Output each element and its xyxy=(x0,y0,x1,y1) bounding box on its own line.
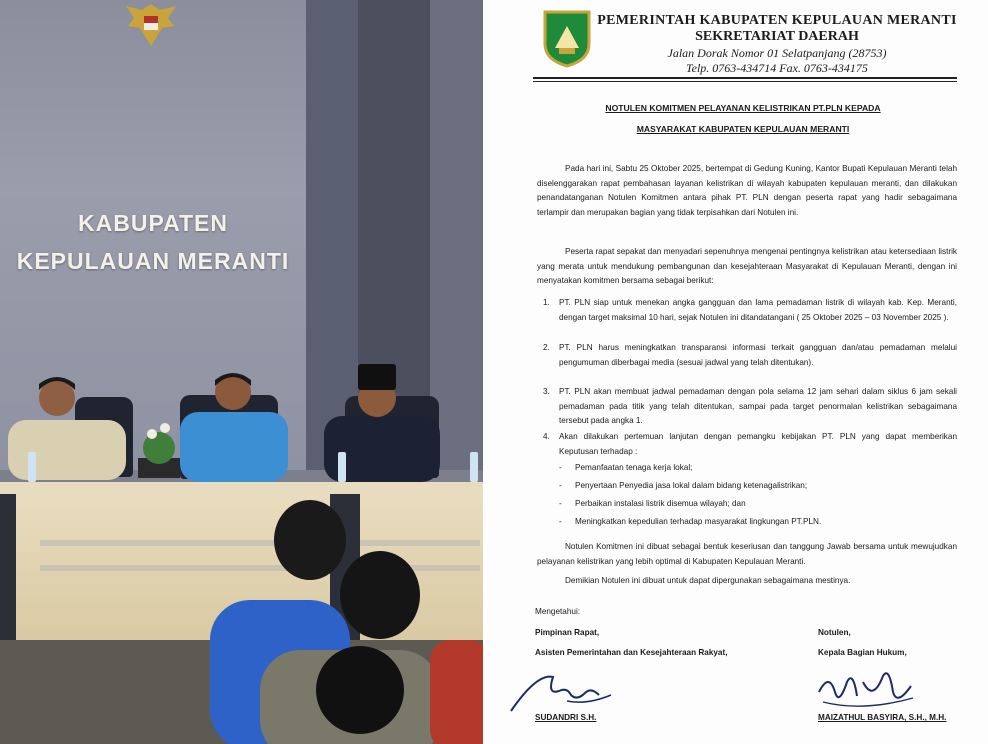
seated-official-center xyxy=(178,368,290,483)
water-bottle xyxy=(28,452,36,482)
header-secretariat: SEKRETARIAT DAERAH xyxy=(695,29,859,44)
official-document: PEMERINTAH KABUPATEN KEPULAUAN MERANTI SEKRETARIAT DAERAH Jalan Dorak Nomor 01 Selatpanjang (28753) Telp. 0763-434714 Fax. 0763-434175 NOTULEN KOMITMEN PELAYANAN KELISTRIKAN PT.PLN KEPADA MASYARAKAT KABUPATEN KEPULAUAN MERANTI Pada hari ini, Sabtu 25 Oktober 2025, bertempat di Gedung Kuning, Kantor Bupati Kepulauan Meranti telah diselenggarakan rapat pembahasan layanan kelistrikan di wilayah kabupaten kepulauan meranti, dan dilakukan penandatanganan Notulen Komitmen antara pihak PT. PLN dengan peserta rapat yang hadir sebagaimana terlampir dan merupakan bagian yang tidak terpisahkan dari Notulen ini. Peserta rapat sepakat dan menyadari sepenuhnya mengenai pentingnya kelistrikan atau ketersediaan listrik yang merata untuk mendukung pembangunan dan kesejahteraan Masyarakat di Kepulauan Meranti, dengan ini menyatakan komitmen bersama sebagai berikut: 1. PT. PLN siap untuk menekan angka gangguan dan lama pemadaman listrik di wilayah kab. Kep. Meranti, dengan target maksimal 10 hari, sejak Notulen ini ditandatangani ( 25 Oktober 2025 – 03 November 2025 ). 2. PT. PLN harus meningkatkan transparansi informasi terkait gangguan dan/atau pemadaman melalui pengumuman diberbagai media (sesuai jadwal yang telah ditentukan). 3. PT. PLN akan membuat jadwal pemadaman dengan pola selama 12 jam sehari dalam siklus 6 jam sekali pemadaman pada titik yang telah ditentukan, sampai pada target penormalan kelistrikan sebagaimana tersebut pada angka 1. 4. Akan dilakukan pertemuan lanjutan dengan pemangku kebijakan PT. PLN yang dapat memberikan Keputusan terhadap : - Pemanfaatan tenaga kerja lokal; - Penyertaan Penyedia jasa lokal dalam bidang ketenagalistrikan; - Perbaikan instalasi listrik disemua wilayah; dan - Meningkatkan kepedulian terhadap masyarakat lingkungan PT.PLN. Notulen Komitmen ini dibuat sebagai bentuk keseriusan dan tanggung Jawab bersama untuk mewujudkan pelayanan kelistrikan yang lebih optimal di Kabupaten Kepulauan Meranti. Demikian Notulen ini dibuat untuk dapat dipergunakan sebagaimana mestinya. Mengetahui: Pimpinan Rapat, Asisten Pemerintahan dan Kesejahteraan Rakyat, SUDANDRI S.H. Notulen, Kepala Bagian Hukum, MAIZATHUL BASYIRA, S.H., M.H. xyxy=(483,0,988,744)
header-divider xyxy=(533,77,957,79)
header-phone: Telp. 0763-434714 Fax. 0763-434175 xyxy=(686,61,868,75)
wall-sign-line1: KABUPATEN xyxy=(78,210,228,236)
water-bottle xyxy=(338,452,346,482)
left-signer-role: Pimpinan Rapat, xyxy=(535,628,600,637)
acknowledged-label: Mengetahui: xyxy=(535,607,581,616)
meeting-photo xyxy=(0,0,483,744)
right-signer-role: Notulen, xyxy=(818,628,851,637)
right-signature-icon xyxy=(813,662,923,714)
right-signer-position: Kepala Bagian Hukum, xyxy=(818,648,907,657)
paragraph-commitment: Notulen Komitmen ini dibuat sebagai bentuk keseriusan dan tanggung Jawab bersama untuk mewujudkan pelayanan kelistrikan yang lebih optimal di Kabupaten Kepulauan Meranti. xyxy=(537,542,957,566)
regency-crest-icon xyxy=(541,8,593,68)
document-title-line2: MASYARAKAT KABUPATEN KEPULAUAN MERANTI xyxy=(636,124,850,134)
wall-sign-line2: KEPULAUAN MERANTI xyxy=(16,248,290,274)
water-bottle xyxy=(470,452,478,482)
garuda-emblem-icon xyxy=(122,0,180,50)
flower-pot xyxy=(134,410,184,480)
header-government: PEMERINTAH KABUPATEN KEPULAUAN MERANTI xyxy=(597,13,957,28)
paragraph-closing: Demikian Notulen ini dibuat untuk dapat dipergunakan sebagaimana mestinya. xyxy=(565,576,851,585)
right-signer-name: MAIZATHUL BASYIRA, S.H., M.H. xyxy=(818,713,947,722)
left-signature-icon xyxy=(507,665,617,715)
left-signer-position: Asisten Pemerintahan dan Kesejahteraan Rakyat, xyxy=(535,648,728,657)
left-signer-name: SUDANDRI S.H. xyxy=(535,713,597,722)
audience-members xyxy=(200,500,483,744)
document-title-line1: NOTULEN KOMITMEN PELAYANAN KELISTRIKAN PT.PLN KEPADA xyxy=(605,103,881,113)
seated-official-left xyxy=(0,368,130,488)
paragraph-opening: Pada hari ini, Sabtu 25 Oktober 2025, bertempat di Gedung Kuning, Kantor Bupati Kepulauan Meranti telah diselenggarakan rapat pembahasan layanan kelistrikan di wilayah kabupaten kepulauan meranti, dan dilakukan penandatanganan Notulen Komitmen antara pihak PT. PLN dengan peserta rapat yang hadir sebagaimana terlampir dan merupakan bagian yang tidak terpisahkan dari Notulen ini. xyxy=(537,164,957,217)
paragraph-agreement: Peserta rapat sepakat dan menyadari sepenuhnya mengenai pentingnya kelistrikan atau ketersediaan listrik yang merata untuk mendukung pembangunan dan kesejahteraan Masyarakat di Kepulauan Meranti, dengan ini menyatakan komitmen bersama sebagai berikut: xyxy=(537,247,957,285)
header-address: Jalan Dorak Nomor 01 Selatpanjang (28753) xyxy=(667,46,887,60)
